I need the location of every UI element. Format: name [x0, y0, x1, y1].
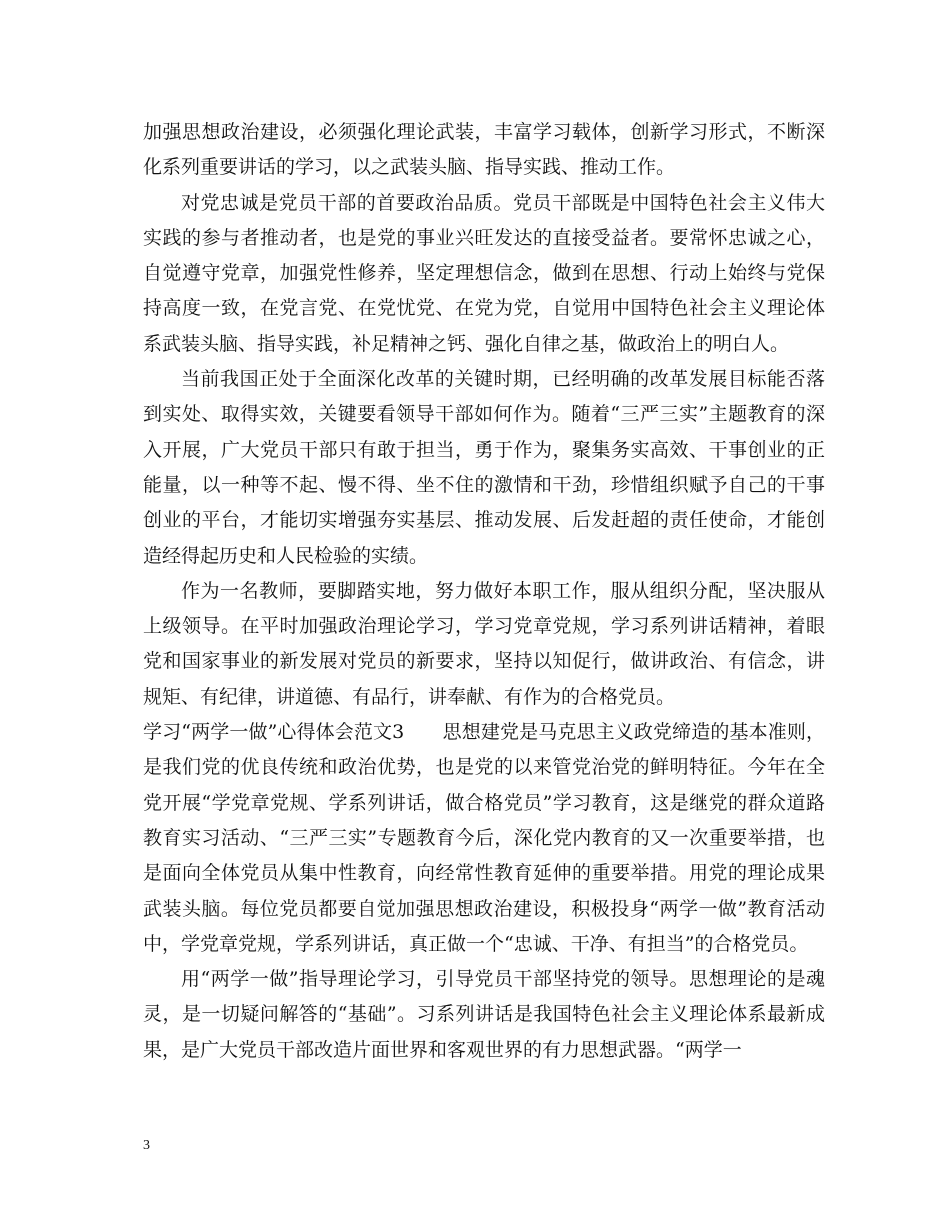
paragraph-5: 学习“两学一做”心得体会范文3 思想建党是马克思主义政党缔造的基本准则，是我们党的优良传统和政治优势，也是党的以来管党治党的鲜明特征。今年在全党开展“学党章党规、学系列讲话，做合格党员”学习教育，这是继党的群众道路教育实习活动、“三严三实”专题教育今后，深化党内教育的又一次重要举措，也是面向全体党员从集中性教育，向经常性教育延伸的重要举措。用党的理论成果武装头脑。每位党员都要自觉加强思想政治建设，积极投身“两学一做”教育活动中，学党章党规，学系列讲话，真正做一个“忠诚、干净、有担当”的合格党员。: [143, 721, 825, 955]
paragraph-4: 作为一名教师，要脚踏实地，努力做好本职工作，服从组织分配，坚决服从上级领导。在平时加强政治理论学习，学习党章党规，学习系列讲话精神，着眼党和国家事业的新发展对党员的新要求，坚持以知促行，做讲政治、有信念，讲规矩、有纪律，讲道德、有品行，讲奉献、有作为的合格党员。: [143, 579, 825, 708]
paragraph-3: 当前我国正处于全面深化改革的关键时期，已经明确的改革发展目标能否落到实处、取得实效，关键要看领导干部如何作为。随着“三严三实”主题教育的深入开展，广大党员干部只有敢于担当，勇于作为，聚集务实高效、干事创业的正能量，以一种等不起、慢不得、坐不住的激情和干劲，珍惜组织赋予自己的干事创业的平台，才能切实增强夯实基层、推动发展、后发赶超的责任使命，才能创造经得起历史和人民检验的实绩。: [143, 368, 825, 567]
page-number: 3: [143, 1138, 150, 1153]
paragraph-1: 加强思想政治建设，必须强化理论武装，丰富学习载体，创新学习形式，不断深化系列重要讲话的学习，以之武装头脑、指导实践、推动工作。: [143, 121, 825, 179]
paragraph-6: 用“两学一做”指导理论学习，引导党员干部坚持党的领导。思想理论的是魂灵，是一切疑问解答的“基础”。习系列讲话是我国特色社会主义理论体系最新成果，是广大党员干部改造片面世界和客观世界的有力思想武器。“两学一: [143, 968, 825, 1061]
document-body: [143, 115, 825, 1068]
paragraph-2: 对党忠诚是党员干部的首要政治品质。党员干部既是中国特色社会主义伟大实践的参与者推动者，也是党的事业兴旺发达的直接受益者。要常怀忠诚之心，自觉遵守党章，加强党性修养，坚定理想信念，做到在思想、行动上始终与党保持高度一致，在党言党、在党忧党、在党为党，自觉用中国特色社会主义理论体系武装头脑、指导实践，补足精神之钙、强化自律之基，做政治上的明白人。: [143, 191, 825, 355]
